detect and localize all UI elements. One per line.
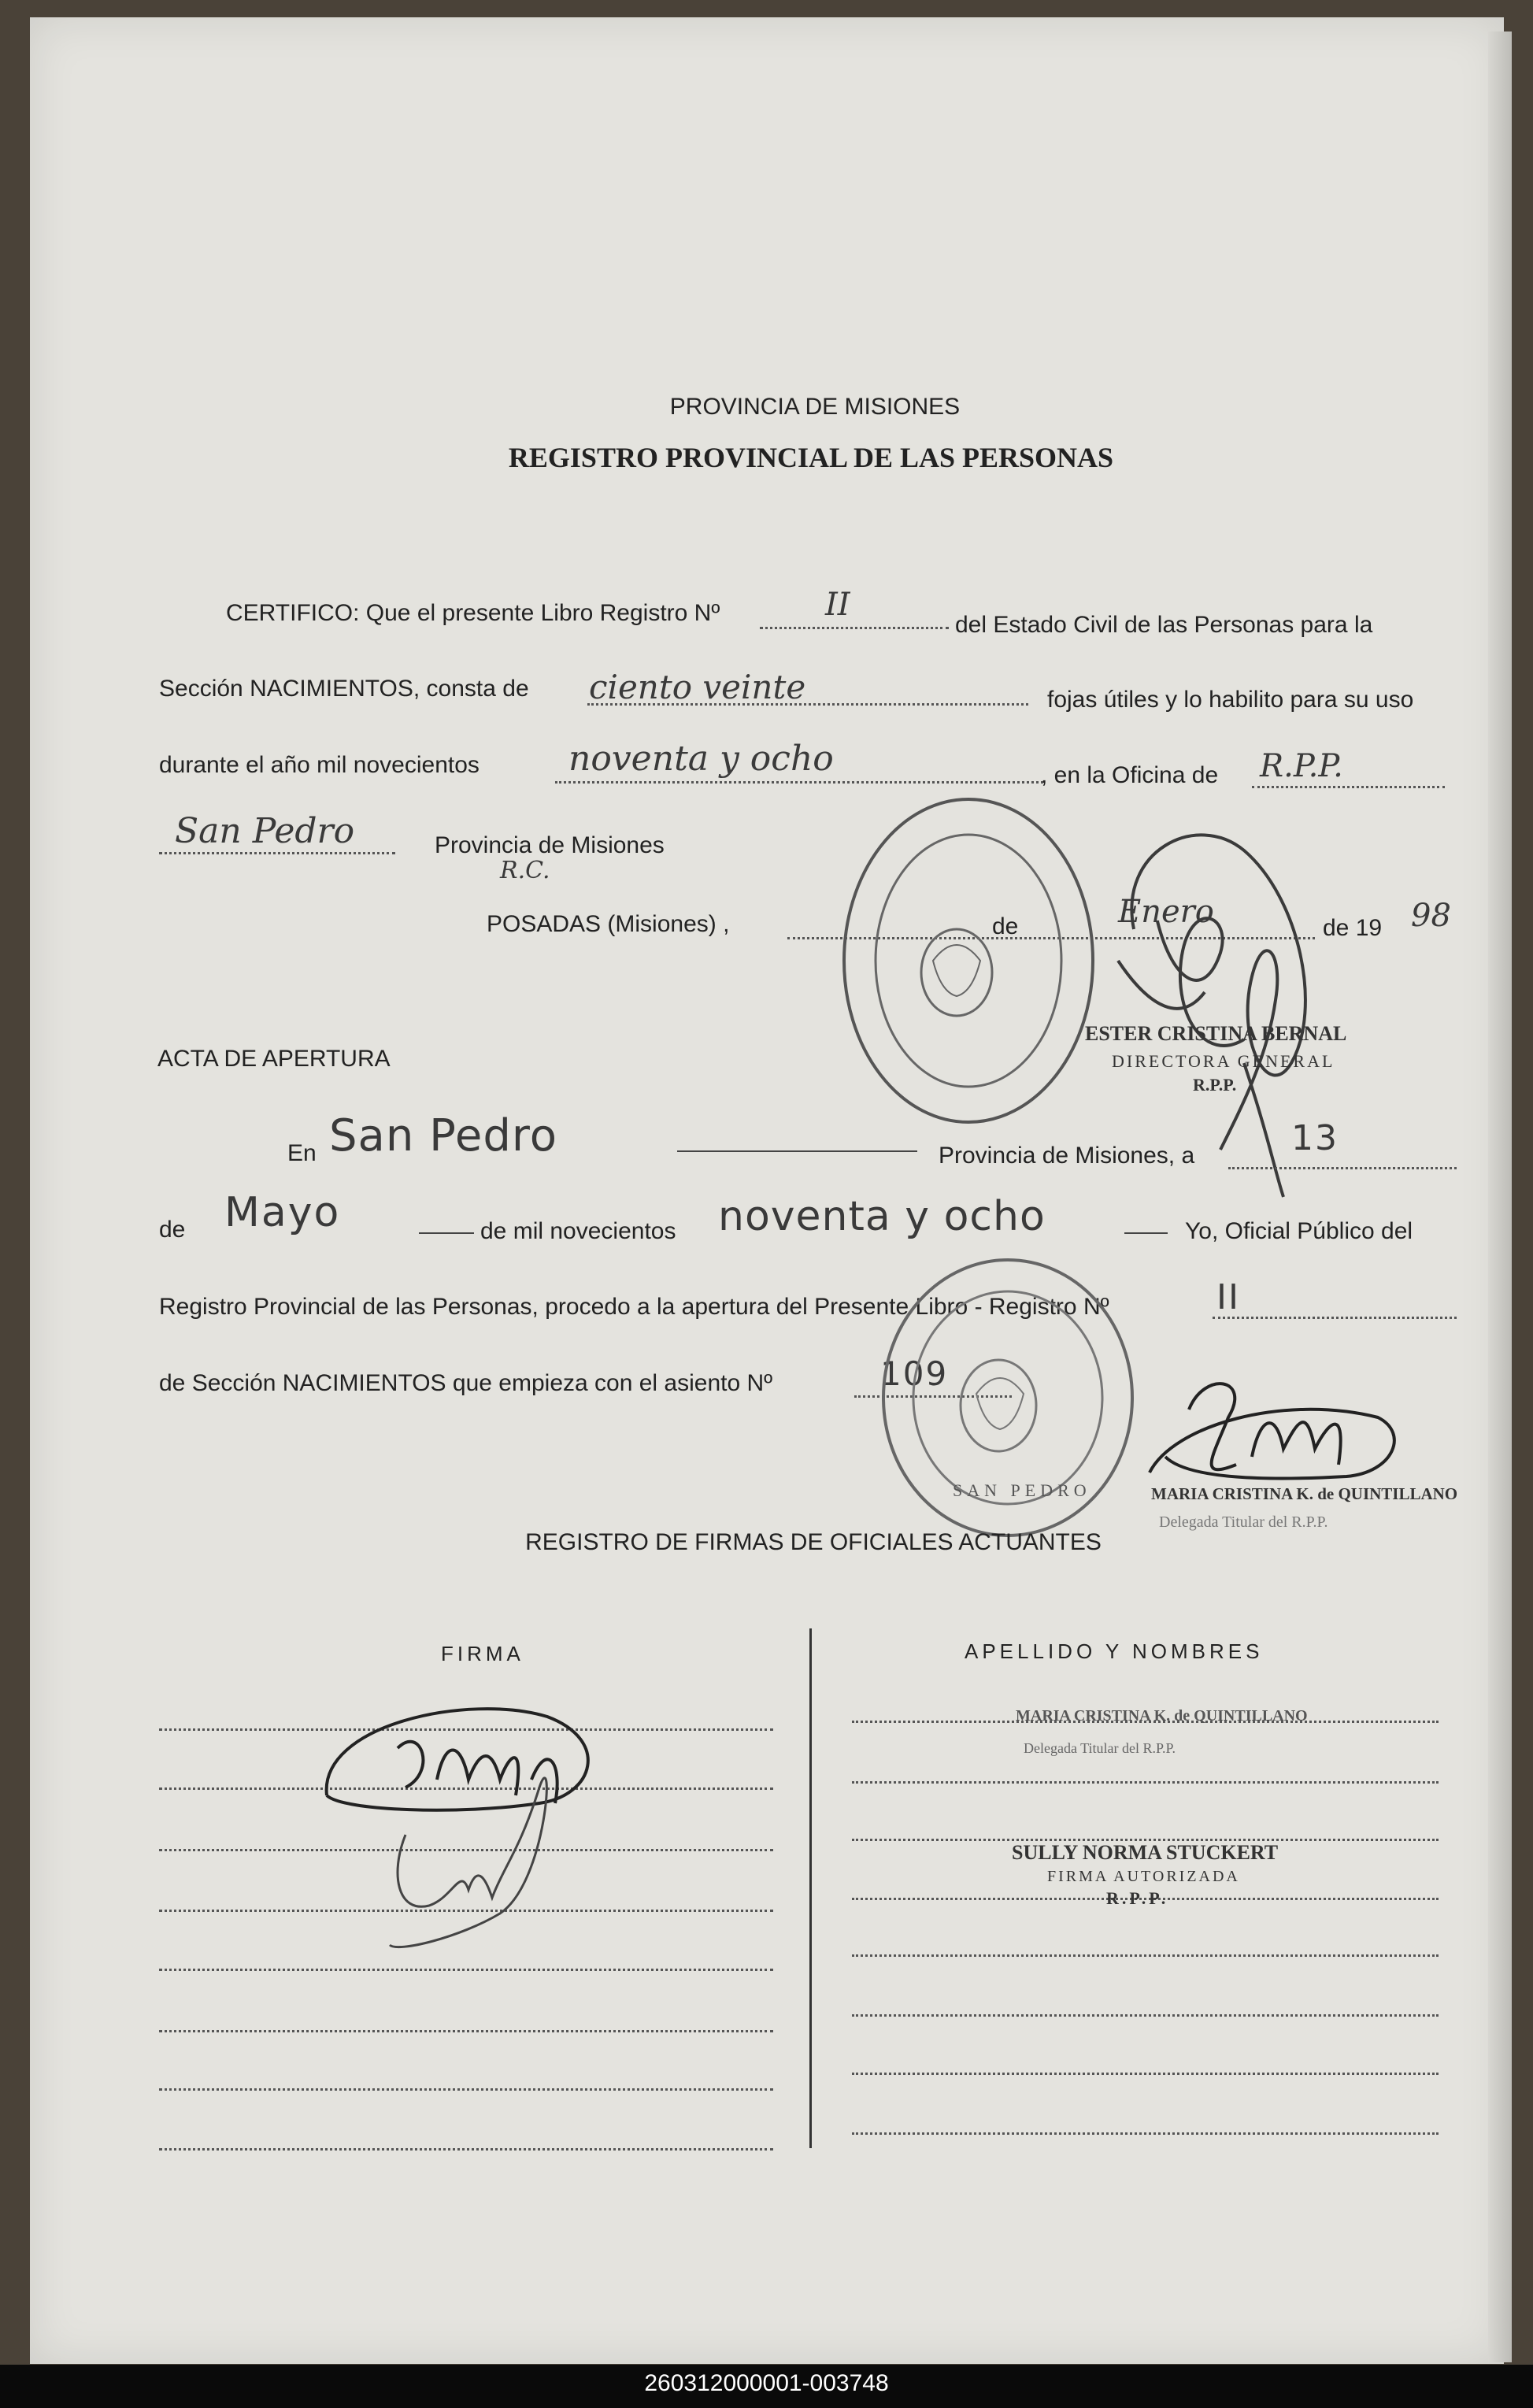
apertura-day: 13 bbox=[1291, 1118, 1339, 1158]
apertura-line2-end: Yo, Oficial Público del bbox=[1185, 1218, 1413, 1244]
apertura-day-blank bbox=[1228, 1167, 1457, 1169]
cert-line3-text: durante el año mil novecientos bbox=[159, 752, 480, 778]
column-names-heading: APELLIDO Y NOMBRES bbox=[965, 1639, 1264, 1663]
cert-year-label: de 19 bbox=[1323, 915, 1383, 941]
cert-line2-text: Sección NACIMIENTOS, consta de bbox=[159, 676, 529, 702]
signature-row-line bbox=[159, 1969, 773, 1971]
cert-line1-text: CERTIFICO: Que el presente Libro Registro Nº bbox=[226, 600, 720, 626]
apertura-line2-de: de bbox=[159, 1217, 186, 1243]
delegacion-stamp-place: SAN PEDRO bbox=[953, 1480, 1091, 1500]
name-row-line bbox=[852, 2132, 1439, 2135]
document-id: 260312000001-003748 bbox=[644, 2370, 889, 2396]
name-row-line bbox=[852, 1954, 1439, 1957]
official1-name: MARIA CRISTINA K. de QUINTILLANO bbox=[1016, 1707, 1308, 1724]
cert-office-blank bbox=[1252, 786, 1445, 788]
official-signatures bbox=[311, 1677, 626, 1961]
cert-line3-blank bbox=[555, 781, 1043, 784]
name-row-line bbox=[852, 2073, 1439, 2075]
officials-heading: REGISTRO DE FIRMAS DE OFICIALES ACTUANTES bbox=[525, 1529, 1102, 1555]
apertura-line4-text: de Sección NACIMIENTOS que empieza con el asiento Nº bbox=[159, 1370, 773, 1396]
cert-line2-end: fojas útiles y lo habilito para su uso bbox=[1047, 687, 1414, 713]
cert-city-blank bbox=[159, 852, 395, 854]
official2-name: SULLY NORMA STUCKERT bbox=[1012, 1841, 1279, 1864]
name-row-line bbox=[852, 1781, 1439, 1784]
column-divider bbox=[809, 1628, 812, 2148]
cert-office: R.P.P. bbox=[1260, 748, 1343, 784]
registry-title: REGISTRO PROVINCIAL DE LAS PERSONAS bbox=[508, 442, 1114, 473]
column-signature-heading: FIRMA bbox=[441, 1642, 524, 1665]
apertura-year-underline bbox=[1124, 1232, 1168, 1234]
director-role: DIRECTORA GENERAL bbox=[1112, 1051, 1335, 1071]
cert-line1-blank bbox=[760, 627, 949, 629]
apertura-year: noventa y ocho bbox=[718, 1193, 1046, 1240]
signature-row-line bbox=[159, 2030, 773, 2032]
official2-org: R.P.P. bbox=[1106, 1888, 1169, 1908]
apertura-month: Mayo bbox=[224, 1189, 341, 1236]
cert-rc-note: R.C. bbox=[500, 857, 550, 884]
apertura-line1-province: Provincia de Misiones, a bbox=[939, 1143, 1195, 1169]
delegada-name: MARIA CRISTINA K. de QUINTILLANO bbox=[1151, 1484, 1458, 1503]
cert-date-year: 98 bbox=[1411, 898, 1451, 934]
apertura-book-number: II bbox=[1216, 1277, 1240, 1317]
apertura-heading: ACTA DE APERTURA bbox=[157, 1046, 391, 1072]
apertura-city-underline bbox=[677, 1150, 917, 1152]
signature-row-line bbox=[159, 2148, 773, 2151]
director-org: R.P.P. bbox=[1193, 1075, 1237, 1095]
name-row-line bbox=[852, 2014, 1439, 2017]
official2-role: FIRMA AUTORIZADA bbox=[1047, 1868, 1240, 1885]
delegada-role: Delegada Titular del R.P.P. bbox=[1159, 1513, 1328, 1531]
cert-de: de bbox=[992, 913, 1019, 939]
cert-year: noventa y ocho bbox=[568, 739, 834, 779]
apertura-line3-text: Registro Provincial de las Personas, procedo a la apertura del Presente Libro - Registro Nº bbox=[159, 1294, 1109, 1320]
delegada-signature bbox=[1142, 1362, 1409, 1504]
cert-book-number: II bbox=[825, 587, 850, 623]
cert-month: Enero bbox=[1118, 894, 1214, 930]
apertura-city: San Pedro bbox=[329, 1110, 557, 1161]
apertura-line2-mid: de mil novecientos bbox=[480, 1218, 676, 1244]
apertura-line1-text: En bbox=[287, 1140, 317, 1166]
director-name: ESTER CRISTINA BERNAL bbox=[1085, 1022, 1347, 1045]
signature-row-line bbox=[159, 2088, 773, 2091]
official1-role: Delegada Titular del R.P.P. bbox=[1024, 1740, 1176, 1756]
cert-place-date: POSADAS (Misiones) , bbox=[487, 911, 730, 937]
apertura-entry-number: 109 bbox=[880, 1354, 949, 1393]
cert-province: Provincia de Misiones bbox=[435, 832, 665, 858]
page-edge bbox=[1488, 31, 1512, 2362]
cert-city: San Pedro bbox=[175, 811, 355, 851]
cert-line3-mid: , en la Oficina de bbox=[1041, 762, 1219, 788]
province-heading: PROVINCIA DE MISIONES bbox=[669, 394, 961, 420]
apertura-month-underline bbox=[419, 1232, 474, 1234]
apertura-book-blank bbox=[1213, 1317, 1457, 1319]
cert-line1-end: del Estado Civil de las Personas para la bbox=[955, 612, 1373, 638]
director-stamp bbox=[839, 795, 1098, 1126]
cert-pages: ciento veinte bbox=[589, 668, 806, 706]
